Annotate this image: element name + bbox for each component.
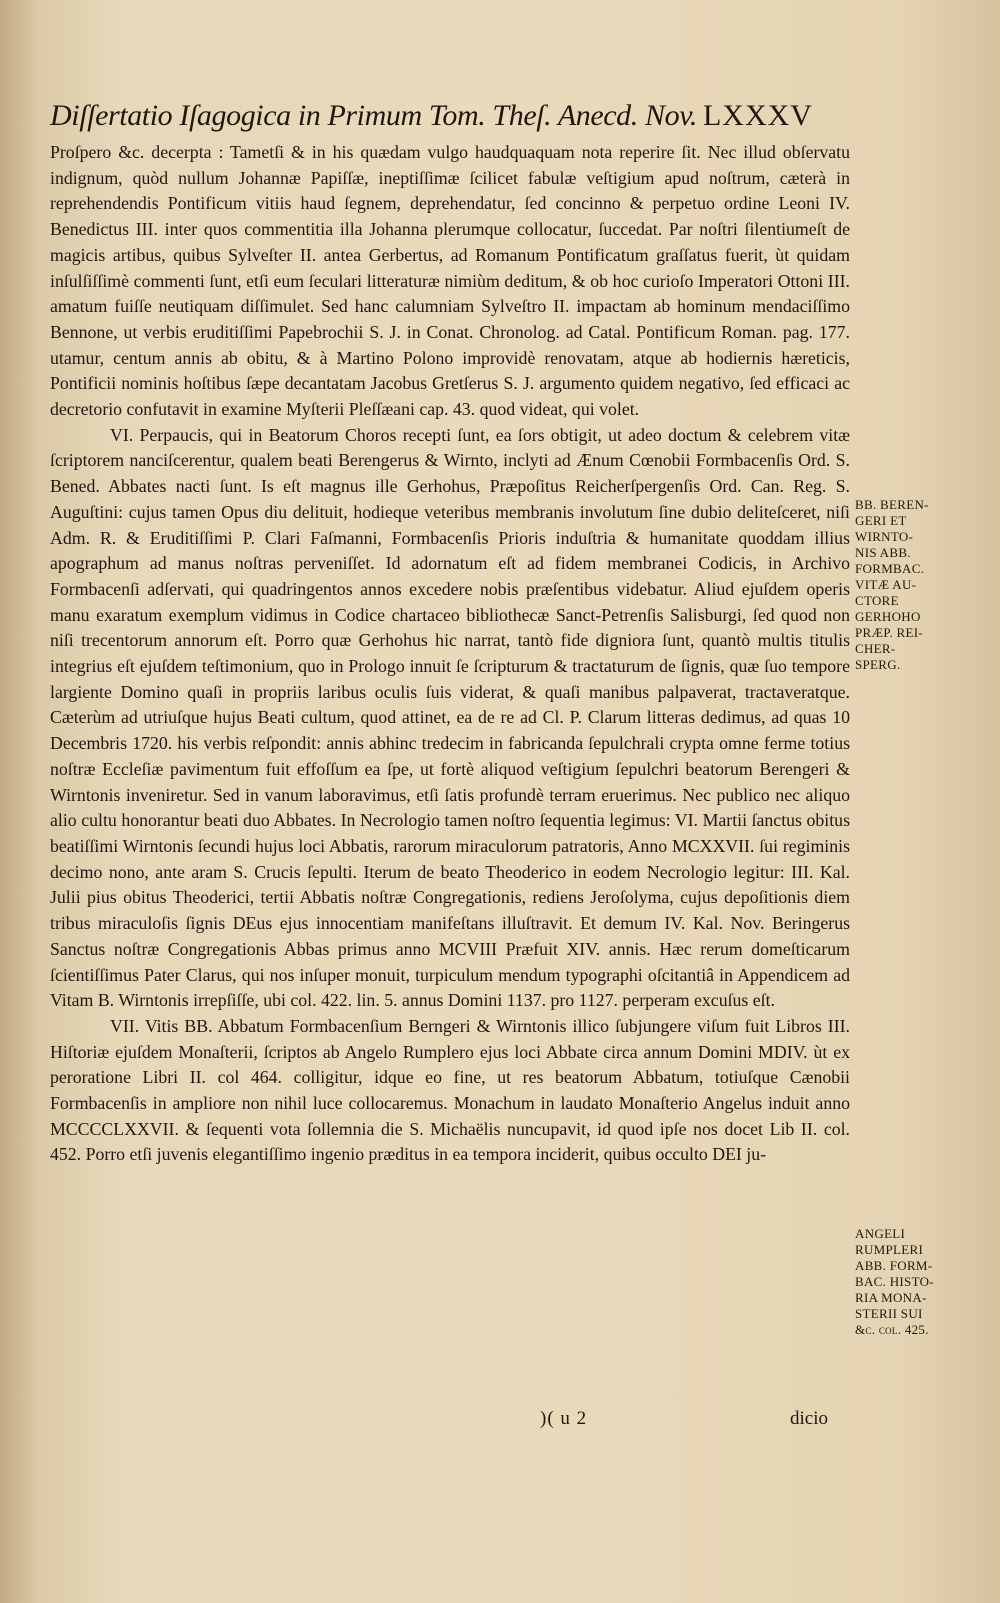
margin-note-line: ANGELI [855,1226,906,1241]
paragraph-3: VII. Vitis BB. Abbatum Formbacenſium Berngeri & Wirntonis illico ſubjungere viſum fuit Libros III. Hiſtoriæ ejuſdem Monaſterii, ſcriptos ab Angelo Rumplero ejus loci Abbate circa annum Domini MDIV. ùt ex peroratione Libri II. col 464. colligitur, idque eo fine, ut res beatorum Abbatum, totiuſque Cænobii Formbacenſis in ampliore non nihil luce collocaremus. Monachum in laudato Monaſterio Angelus induit anno MCCCCLXXVII. & ſequenti vota ſollemnia die S. Michaëlis nuncupavit, id quod ipſe nos docet Lib II. col. 452. Porro etſi juvenis elegantiſſimo ingenio præditus in ea tempora inciderit, quibus occulto DEI ju- [50,1015,850,1165]
margin-note-line: NIS ABB. [855,545,911,560]
margin-note-rumpleri [855,1226,985,1338]
margin-note-line: CHER- [855,641,896,656]
margin-note-line: &c. col. 425. [855,1322,929,1337]
paragraph-1: Proſpero &c. decerpta : Tametſi & in his quædam vulgo haudquaquam nota reperire ſit. Nec illud obſervatu indignum, quòd nullum Johannæ Papiſſæ, ineptiſſimæ ſcilicet fabulæ veſtigium apud noſtrum, cæterà in reprehendendis Pontificum vitiis haud ſegnem, deprehendatur, ſed concinno & perpetuo ordine Leoni IV. Benedictus III. inter quos commentitia illa Johanna plerumque collocatur, ſuccedat. Par noſtri ſilentiumeſt de magicis artibus, quibus Sylveſter II. antea Gerbertus, ad Romanum Pontificatum graſſatus fuerit, ùt quidam inſulſiſſimè commenti ſunt, etſi eum ſeculari litteraturæ nimiùm deditum, & ob hoc curioſo Imperatori Ottoni III. amatum fuiſſe neutiquam diſſimulet. Sed hanc calumniam Sylveſtro II. impactam ab hominum mendaciſſimo Bennone, ut verbis eruditiſſimi Papebrochii S. J. in Conat. Chronolog. ad Catal. Pontificum Roman. pag. 177. utamur, centum annis ab obitu, & à Martino Polono improvidè renovatam, atque ab hodiernis hæreticis, Pontificii nominis hoſtibus ſæpe decantatam Jacobus Gretſerus S. J. argumento quidem negativo, ſed efficaci ac decretorio confutavit in examine Myſterii Pleſſæani cap. 43. quod videat, qui volet. [50,142,850,420]
running-title: Diſſertatio Iſagogica in Primum Tom. Theſ. Anecd. Nov. [50,99,697,132]
signature-mark: )( u 2 [540,1408,588,1429]
main-text [50,140,850,1168]
paragraph-2: VI. Perpaucis, qui in Beatorum Choros recepti ſunt, ea ſors obtigit, ut adeo doctum & celebrem vitæ ſcriptorem nanciſcerentur, qualem beati Berengerus & Wirnto, inclyti ad Ænum Cœnobii Formbacenſis Ord. S. Bened. Abbates nacti ſunt. Is eſt magnus ille Gerhohus, Præpoſitus Reicherſpergenſis Ord. Can. Reg. S. Auguſtini: cujus tamen Opus diu delituit, hodieque veteribus membranis involutum ſine dubio deliteſceret, niſi Adm. R. & Eruditiſſimi P. Clari Faſmanni, Formbacenſis Prioris induſtria & humanitate quoddam illius apographum ad manus noſtras perveniſſet. Id adornatum eſt ad fidem membranei Codicis, in Archivo Formbacenſi adſervati, qui quadringentos annos excedere nobis præſentibus videbatur. Aliud ejuſdem operis manu exaratum exemplum vidimus in Codice chartaceo bibliothecæ Sanct-Petrenſis Salisburgi, ſed quod non niſi trecentorum annorum eſt. Porro quæ Gerhohus hic narrat, tantò fide digniora ſunt, quantò multis titulis integrius eſt ejuſdem teſtimonium, quo in Prologo innuit ſe ſcripturum & tractaturum de ſignis, quæ ſuo tempore largiente Domino quaſi in propriis laribus oculis ſuis viderat, & quaſi manibus palpaverat, tractaveratque. Cæterùm ad utriuſque hujus Beati cultum, quod attinet, ea de re ad Cl. P. Clarum litteras dedimus, ad quas 10 Decembris 1720. his verbis reſpondit: annis abhinc tredecim in fabricanda ſepulchrali crypta omne ferme totius noſtræ Eccleſiæ pavimentum fuit effoſſum ea ſpe, ut fortè aliquod veſtigium ſepulchri beatorum Berengeri & Wirntonis inveniretur. Sed in vanum laboravimus, etſi ſatis profundè terram eruerimus. Nec publico nec aliquo alio cultu honorantur beati duo Abbates. In Necrologio tamen noſtro ſequentia legimus: VI. Martii ſanctus obitus beatiſſimi Wirntonis ſecundi hujus loci Abbatis, rarorum miraculorum patratoris, Anno MCXXVII. ſui regiminis decimo nono, ante aram S. Crucis ſepulti. Iterum de beato Theoderico in eodem Necrologio legitur: III. Kal. Julii pius obitus Theoderici, tertii Abbatis noſtræ Congregationis, rediens Jeroſolyma, cujus depoſitionis diem tribus miraculoſis ſignis DEus ejus innocentiam manifeſtans illuſtravit. Et demum IV. Kal. Nov. Beringerus Sanctus noſtræ Congregationis Abbas primus anno MCVIII Præfuit XIV. annis. Hæc rerum domeſticarum ſcientiſſimus Pater Clarus, qui nos inſuper monuit, turpiculum mendum typographi oſcitantiâ in Appendicem ad Vitam B. Wirntonis irrepſiſſe, ubi col. 422. lin. 5. annus Domini 1137. pro 1127. perperam excuſus eſt. [50,424,850,1011]
margin-note-line: GERHOHO [855,609,921,624]
page-number: LXXXV [702,99,813,132]
margin-note-gerhoho [855,497,985,673]
margin-note-line: RIA MONA- [855,1290,927,1305]
margin-note-line: STERII SUI [855,1306,923,1321]
margin-note-line: VITÆ AU- [855,577,917,592]
margin-note-line: GERI ET [855,513,907,528]
margin-note-line: WIRNTO- [855,529,914,544]
margin-note-line: RUMPLERI [855,1242,924,1257]
margin-note-line: PRÆP. REI- [855,625,924,640]
page-header [50,96,850,136]
margin-note-line: ABB. FORM- [855,1258,933,1273]
margin-note-line: BB. BEREN- [855,497,929,512]
margin-note-line: BAC. HISTO- [855,1274,934,1289]
margin-note-line: FORMBAC. [855,561,925,576]
margin-note-line: CTORE [855,593,899,608]
catchword: dicio [790,1408,828,1429]
margin-note-line: SPERG. [855,657,901,672]
